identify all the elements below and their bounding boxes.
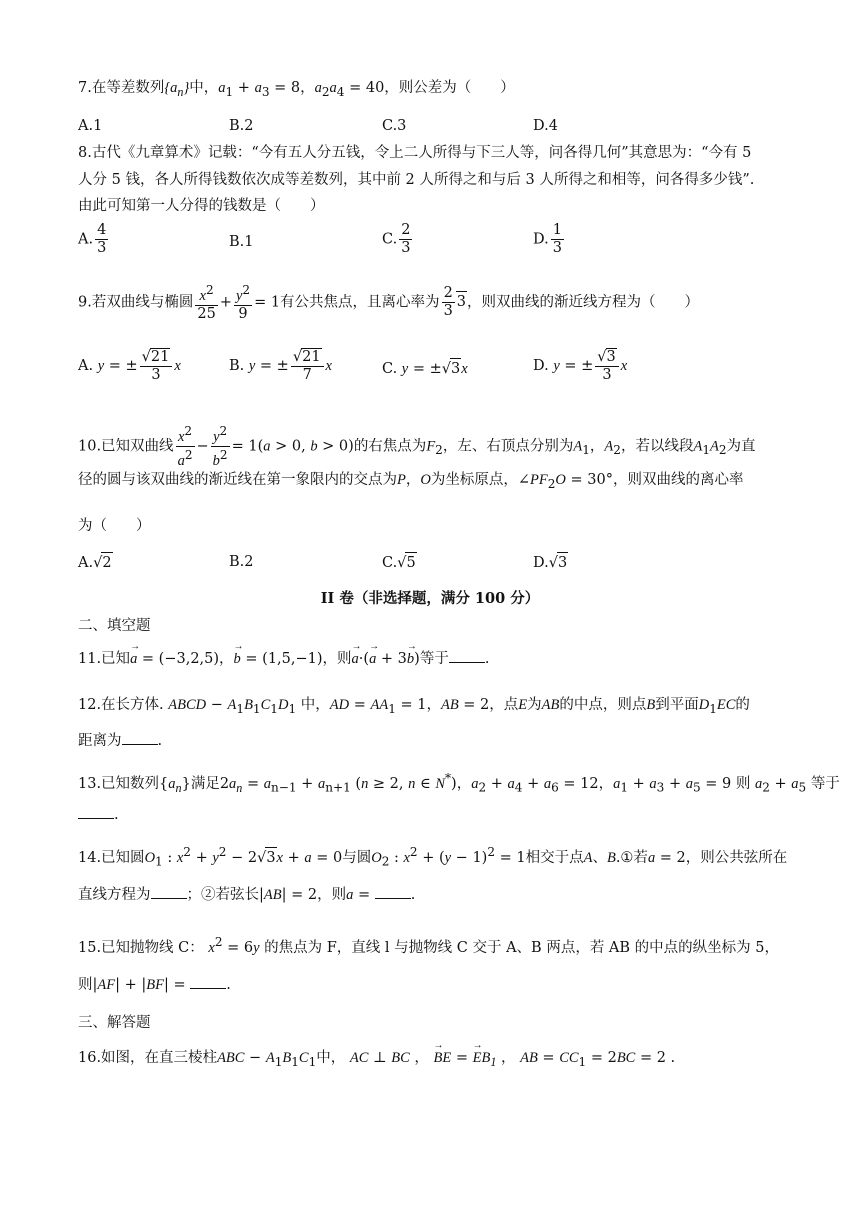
q10-line-3: 为（ ） — [78, 518, 151, 534]
q8-option-a: A. $\frac{4}{3}$ — [78, 222, 107, 256]
q9-option-b: B. y = ± $\frac{√21}{7}$ x — [229, 349, 332, 383]
q10-line-1: 10.已知双曲线 $\frac{x^2}{a^2}$ − $\frac{y^2}{b^2}$ = 1(a > 0, b > 0)的右焦点为$F_2$，左、右顶点分别为$A_1$，$A_2$，若以线段$A_1A_2$为直 — [78, 424, 756, 469]
question-16: 16.如图，在直三棱柱ABC − $A_1B_1C_1$中， AC ⊥ BC ， → BE = → $EB_1$ ， AB = $CC_1 = 2BC = 2$ . — [78, 1048, 675, 1072]
q7-stem: 7.在等差数列$\{a_n\}$中，$a_1 + a_3 = 8$，$a_2a_4 = 40$，则公差为（ ） — [78, 80, 515, 99]
part-2-title: II 卷（非选择题，满分 100 分） — [320, 590, 540, 607]
section-solutions: 三、解答题 — [78, 1015, 151, 1031]
q15-line-2: 则|AF| + |BF| = . — [78, 977, 231, 993]
q14-line-2: 直线方程为 ；②若弦长|AB| = 2，则a = . — [78, 887, 416, 903]
q9-option-d: D. y = ± $\frac{√3}{3}$ x — [533, 349, 628, 383]
q10-option-a: A.√2 — [78, 552, 113, 573]
q10-option-b: B.2 — [229, 554, 254, 570]
q10-line-2: 径的圆与该双曲线的渐近线在第一象限内的交点为P，O为坐标原点，$\angle PF_2O = 30^\circ$，则双曲线的离心率 — [78, 472, 744, 491]
section-fill-in: 二、填空题 — [78, 618, 151, 634]
q13-line-2: . — [78, 805, 119, 825]
q9-option-c: C. y = ±√3x — [382, 358, 468, 379]
q8-option-b: B.1 — [229, 234, 254, 250]
q8-line-3: 由此可知第一人分得的钱数是（ ） — [78, 198, 325, 214]
q15-line-1: 15.已知抛物线 C： $x^2 = 6y$ 的焦点为 F，直线 l 与抛物线 C 交于 A、B 两点，若 AB 的中点的纵坐标为 5， — [78, 935, 780, 956]
q7-option-a: A.1 — [78, 118, 103, 134]
q12-line-2: 距离为 . — [78, 733, 163, 749]
question-7 — [78, 78, 515, 102]
q10-option-d: D.√3 — [533, 552, 568, 573]
q8-option-d: D. $\frac{1}{3}$ — [533, 222, 562, 256]
q13-line-1: 13.已知数列$\{a_n\}$满足$2a_n = a_{n-1} + a_{n+1}$ (n ≥ 2, n ∈ N*)，$a_2 + a_4 + a_6 = 12$，$a_1 + a_3 + a_5 = 9$ 则 $a_2 + a_5$ 等于 — [78, 771, 840, 795]
q14-line-1: 14.已知圆$O_1$ : $x^2 + y^2 - 2√3x + a = 0$与圆$O_2$ : $x^2 + (y - 1)^2 = 1$相交于点A、B.①若a = 2，则公共弦所在 — [78, 845, 788, 869]
q8-line-1: 8.古代《九章算术》记载：“今有五人分五钱，令上二人所得与下三人等，问各得几何”其意思为：“今有 5 — [78, 145, 752, 161]
q10-option-c: C.√5 — [382, 552, 417, 573]
q9-option-a: A. y = ± $\frac{√21}{3}$ x — [78, 349, 181, 383]
question-9: 9.若双曲线与椭圆 $\frac{x^2}{25}$ + $\frac{y^2}{9}$ = 1有公共焦点，且离心率为 $\frac{2}{3}$ 3，则双曲线的渐近线方程为（ ） — [78, 283, 700, 322]
q8-line-2: 人分 5 钱，各人所得钱数依次成等差数列，其中前 2 人所得之和与后 3 人所得之和相等，问各得多少钱”. — [78, 172, 755, 188]
q8-option-c: C. $\frac{2}{3}$ — [382, 222, 411, 256]
q7-option-d: D.4 — [533, 118, 558, 134]
question-11: 11.已知→ a = (−3,2,5)，→ b = (1,5,−1)，则→ a·(→ a + 3→ b)等于 . — [78, 649, 489, 669]
q7-option-c: C.3 — [382, 118, 407, 134]
q7-option-b: B.2 — [229, 118, 254, 134]
q12-line-1: 12.在长方体. ABCD − $A_1B_1C_1D_1$ 中，AD = $AA_1 = 1$，AB = 2，点E为AB的中点，则点B到平面$D_1EC$的 — [78, 697, 750, 716]
